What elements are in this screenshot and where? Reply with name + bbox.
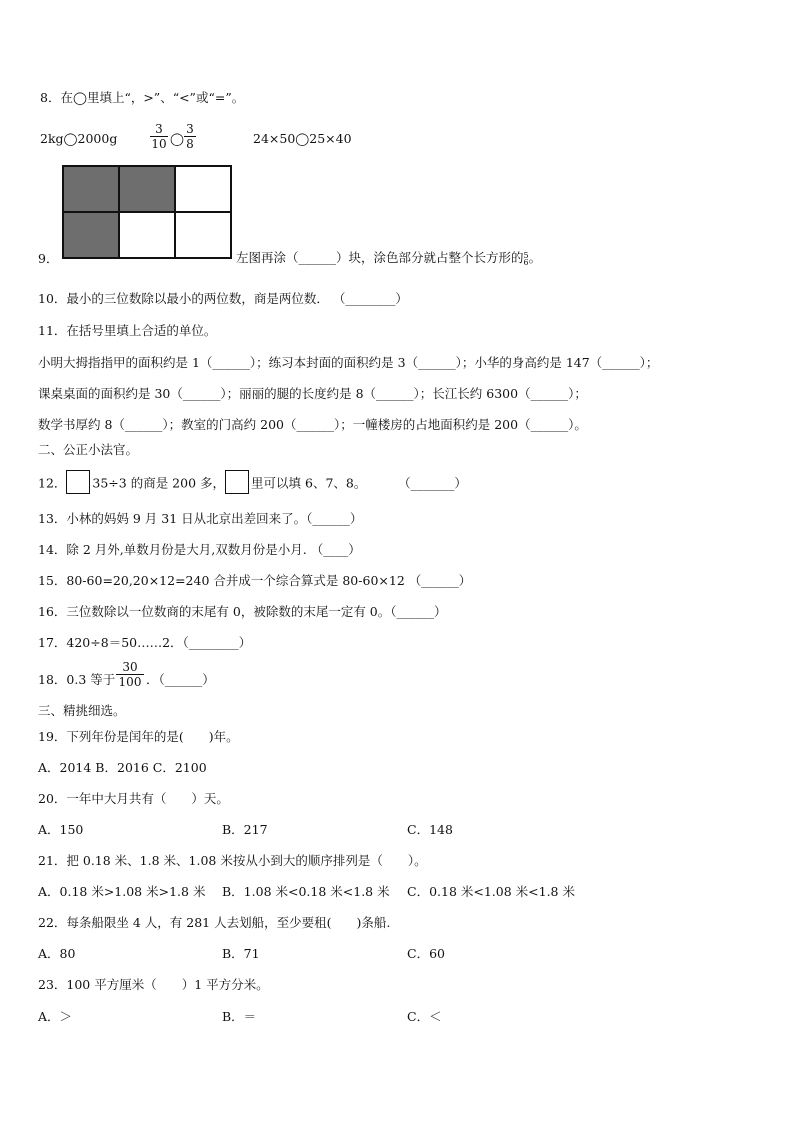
question-13: 13．小林的妈妈 9 月 31 日从北京出差回来了。（______） bbox=[38, 511, 363, 526]
question-12-part-1: 35÷3 的商是 200 多， bbox=[92, 475, 226, 491]
question-18-prefix: 18．0.3 等于 bbox=[38, 672, 116, 687]
question-21-option-b: B．1.08 米<0.18 米<1.8 米 bbox=[222, 884, 390, 899]
question-20-option-c: C．148 bbox=[407, 822, 453, 837]
question-12 bbox=[38, 474, 467, 494]
fraction-denominator: 6 bbox=[523, 257, 529, 267]
question-12-part-2: 里可以填 6、7、8。 （_______） bbox=[251, 475, 467, 491]
question-11-stem: 11．在括号里填上合适的单位。 bbox=[38, 323, 217, 338]
question-12-number: 12． bbox=[38, 475, 67, 491]
grid-cell-shaded bbox=[119, 166, 175, 212]
grid-cell-shaded bbox=[63, 166, 119, 212]
question-8-fraction-b bbox=[184, 122, 196, 151]
question-10: 10．最小的三位数除以最小的两位数，商是两位数． （________） bbox=[38, 291, 408, 306]
grid-cell-shaded bbox=[63, 212, 119, 258]
question-19-stem: 19．下列年份是闰年的是( )年。 bbox=[38, 729, 239, 744]
blank-box bbox=[225, 470, 249, 494]
question-22-stem: 22．每条船限坐 4 人，有 281 人去划船，至少要租( )条船. bbox=[38, 915, 391, 930]
question-23-option-b: B．＝ bbox=[222, 1009, 257, 1024]
question-20-option-b: B．217 bbox=[222, 822, 268, 837]
question-8-item-multiplication: 24×50◯25×40 bbox=[253, 131, 352, 146]
question-8-stem: 8．在◯里填上“，>”、“<”或“=”。 bbox=[40, 90, 245, 105]
question-9-text-main: 左图再涂（______）块，涂色部分就占整个长方形的 bbox=[236, 250, 524, 265]
section-2-heading: 二、公正小法官。 bbox=[38, 442, 139, 457]
question-20-option-a: A．150 bbox=[38, 822, 84, 837]
fraction-denominator: 10 bbox=[151, 137, 167, 151]
question-11-line-1: 小明大拇指指甲的面积约是 1（______）；练习本封面的面积约是 3（______）；小华的身高约是 147（______）； bbox=[38, 355, 659, 370]
section-3-heading: 三、精挑细选。 bbox=[38, 703, 126, 718]
question-23-option-a: A．＞ bbox=[38, 1009, 73, 1024]
rectangle-grid-figure bbox=[62, 165, 232, 259]
question-23-option-c: C．＜ bbox=[407, 1009, 442, 1024]
question-21-stem: 21．把 0.18 米、1.8 米、1.08 米按从小到大的顺序排列是（ ）。 bbox=[38, 853, 427, 868]
question-9-text-end: 。 bbox=[528, 250, 542, 265]
question-19-options: A．2014 B．2016 C．2100 bbox=[38, 760, 207, 775]
question-22-option-c: C．60 bbox=[407, 946, 445, 961]
question-9-number: 9． bbox=[38, 251, 59, 266]
question-11-line-2: 课桌桌面的面积约是 30（______）；丽丽的腿的长度约是 8（______）；长江长约 6300（______）； bbox=[38, 386, 587, 401]
question-20-stem: 20．一年中大月共有（ ）天。 bbox=[38, 791, 229, 806]
question-22-option-b: B．71 bbox=[222, 946, 260, 961]
question-18-fraction bbox=[116, 660, 144, 689]
question-18-suffix: ．（______） bbox=[146, 672, 215, 687]
fraction-numerator: 3 bbox=[186, 122, 194, 136]
question-11-line-3: 数学书厚约 8（______）；教室的门高约 200（______）；一幢楼房的占地面积约是 200（______）。 bbox=[38, 417, 587, 432]
question-9-text bbox=[236, 250, 541, 266]
grid-cell-blank bbox=[175, 212, 231, 258]
fraction-numerator: 5 bbox=[523, 250, 529, 260]
question-15: 15．80-60=20,20×12=240 合并成一个综合算式是 80-60×12 （______） bbox=[38, 573, 472, 588]
question-14: 14．除 2 月外,单数月份是大月,双数月份是小月. （____） bbox=[38, 542, 361, 557]
question-8-fraction-a bbox=[150, 122, 168, 151]
question-8-item-mass: 2kg◯2000g bbox=[40, 131, 118, 146]
question-8-circle: ◯ bbox=[170, 131, 184, 146]
question-22-option-a: A．80 bbox=[38, 946, 76, 961]
grid-cell-blank bbox=[119, 212, 175, 258]
fraction-numerator: 3 bbox=[155, 122, 163, 136]
fraction-denominator: 100 bbox=[118, 675, 142, 689]
question-16: 16．三位数除以一位数商的末尾有 0，被除数的末尾一定有 0。（______） bbox=[38, 604, 447, 619]
question-21-option-c: C．0.18 米<1.08 米<1.8 米 bbox=[407, 884, 575, 899]
fraction-denominator: 8 bbox=[186, 137, 194, 151]
question-23-stem: 23．100 平方厘米（ ）1 平方分米。 bbox=[38, 977, 269, 992]
question-17: 17．420÷8＝50……2．（________） bbox=[38, 635, 252, 650]
question-21-option-a: A．0.18 米>1.08 米>1.8 米 bbox=[38, 884, 206, 899]
fraction-numerator: 30 bbox=[122, 660, 138, 674]
blank-box bbox=[66, 470, 90, 494]
grid-cell-blank bbox=[175, 166, 231, 212]
